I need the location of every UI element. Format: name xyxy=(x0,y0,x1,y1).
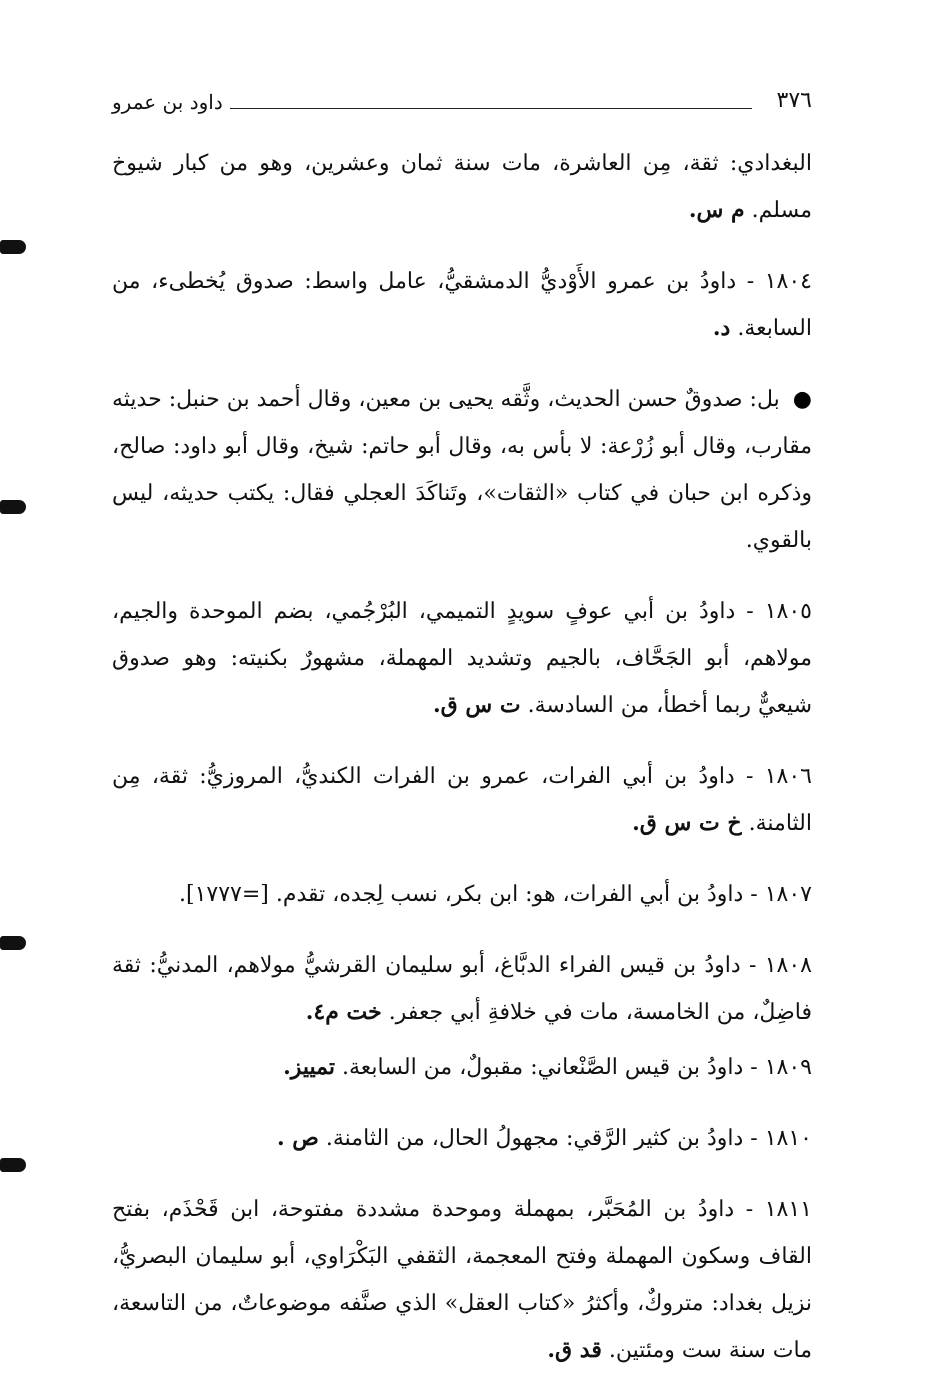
entry-1807 xyxy=(112,871,812,918)
book-symbols: خت م٤. xyxy=(305,999,382,1025)
page-number: ٣٧٦ xyxy=(776,88,812,113)
entry-1804 xyxy=(112,258,812,352)
entry-text: البغدادي: ثقة، مِن العاشرة، مات سنة ثمان وعشرين، وهو من كبار شيوخ مسلم. xyxy=(112,151,812,223)
entry-1811 xyxy=(112,1186,812,1374)
entry-1810 xyxy=(112,1115,812,1162)
book-symbols: ص . xyxy=(276,1125,319,1151)
editor-note xyxy=(112,376,812,564)
entry-text: ١٨١٠ - داودُ بن كثير الرَّقي: مجهولُ الحال، من الثامنة. xyxy=(325,1126,812,1151)
book-symbols: قد ق. xyxy=(547,1337,602,1363)
entry-1809 xyxy=(112,1044,812,1091)
book-symbols: ت س ق. xyxy=(432,692,521,718)
note-text: بل: صدوقٌ حسن الحديث، وثَّقه يحيى بن معين، وقال أحمد بن حنبل: حديثه مقارب، وقال أبو زُرْعة: لا بأس به، وقال أبو حاتم: شيخ، وقال أبو داود: صالح، وذكره ابن حبان في كتاب «الثقات»، وتَناكَدَ العجلي فقال: يكتب حديثه، ليس بالقوي. xyxy=(112,387,812,553)
margin-mark xyxy=(0,1158,26,1172)
book-symbols: تمييز. xyxy=(283,1054,336,1080)
page-body xyxy=(112,140,812,1374)
entry-1806 xyxy=(112,753,812,847)
entry-text: ١٨٠٥ - داودُ بن أبي عوفٍ سويدٍ التميمي، البُرْجُمي، بضم الموحدة والجيم، مولاهم، أبو الجَحَّاف، بالجيم وتشديد المهملة، مشهورٌ بكنيته: وهو صدوق شيعيٌّ ربما أخطأ، من السادسة. xyxy=(112,599,812,718)
bullet-icon: ● xyxy=(792,387,812,412)
margin-mark xyxy=(0,500,26,514)
entry-1808 xyxy=(112,942,812,1036)
entry-text: ١٨٠٩ - داودُ بن قيس الصَّنْعاني: مقبولٌ، من السابعة. xyxy=(342,1055,812,1080)
book-symbols: خ ت س ق. xyxy=(632,810,742,836)
running-title: داود بن عمرو xyxy=(112,90,223,114)
entry-continuation xyxy=(112,140,812,234)
entry-text: ١٨١١ - داودُ بن المُحَبَّر، بمهملة وموحدة مشددة مفتوحة، ابن قَحْذَم، بفتح القاف وسكون المهملة وفتح المعجمة، الثقفي البَكْرَاوي، أبو سليمان البصريُّ، نزيل بغداد: متروكٌ، وأكثرُ «كتاب العقل» الذي صنَّفه موضوعاتٌ، من التاسعة، مات سنة ست ومئتين. xyxy=(112,1197,812,1363)
entry-text: ١٨٠٤ - داودُ بن عمرو الأَوْديُّ الدمشقيُّ، عامل واسط: صدوق يُخطىء، من السابعة. xyxy=(112,269,812,341)
entry-text: ١٨٠٦ - داودُ بن أبي الفرات، عمرو بن الفرات الكنديُّ، المروزيُّ: ثقة، مِن الثامنة. xyxy=(112,764,812,836)
entry-1805 xyxy=(112,588,812,729)
book-symbols: د. xyxy=(712,315,731,341)
margin-mark xyxy=(0,240,26,254)
margin-mark xyxy=(0,936,26,950)
entry-text: ١٨٠٧ - داودُ بن أبي الفرات، هو: ابن بكر، نسب لِجده، تقدم. [=١٧٧٧]. xyxy=(179,882,812,907)
book-symbols: م س. xyxy=(688,197,745,223)
entry-text: ١٨٠٨ - داودُ بن قيس الفراء الدبَّاغ، أبو سليمان القرشيُّ مولاهم، المدنيُّ: ثقة فاضِلٌ، من الخامسة، مات في خلافةِ أبي جعفر. xyxy=(112,953,812,1025)
header-rule xyxy=(230,108,752,109)
page-header xyxy=(112,88,812,128)
